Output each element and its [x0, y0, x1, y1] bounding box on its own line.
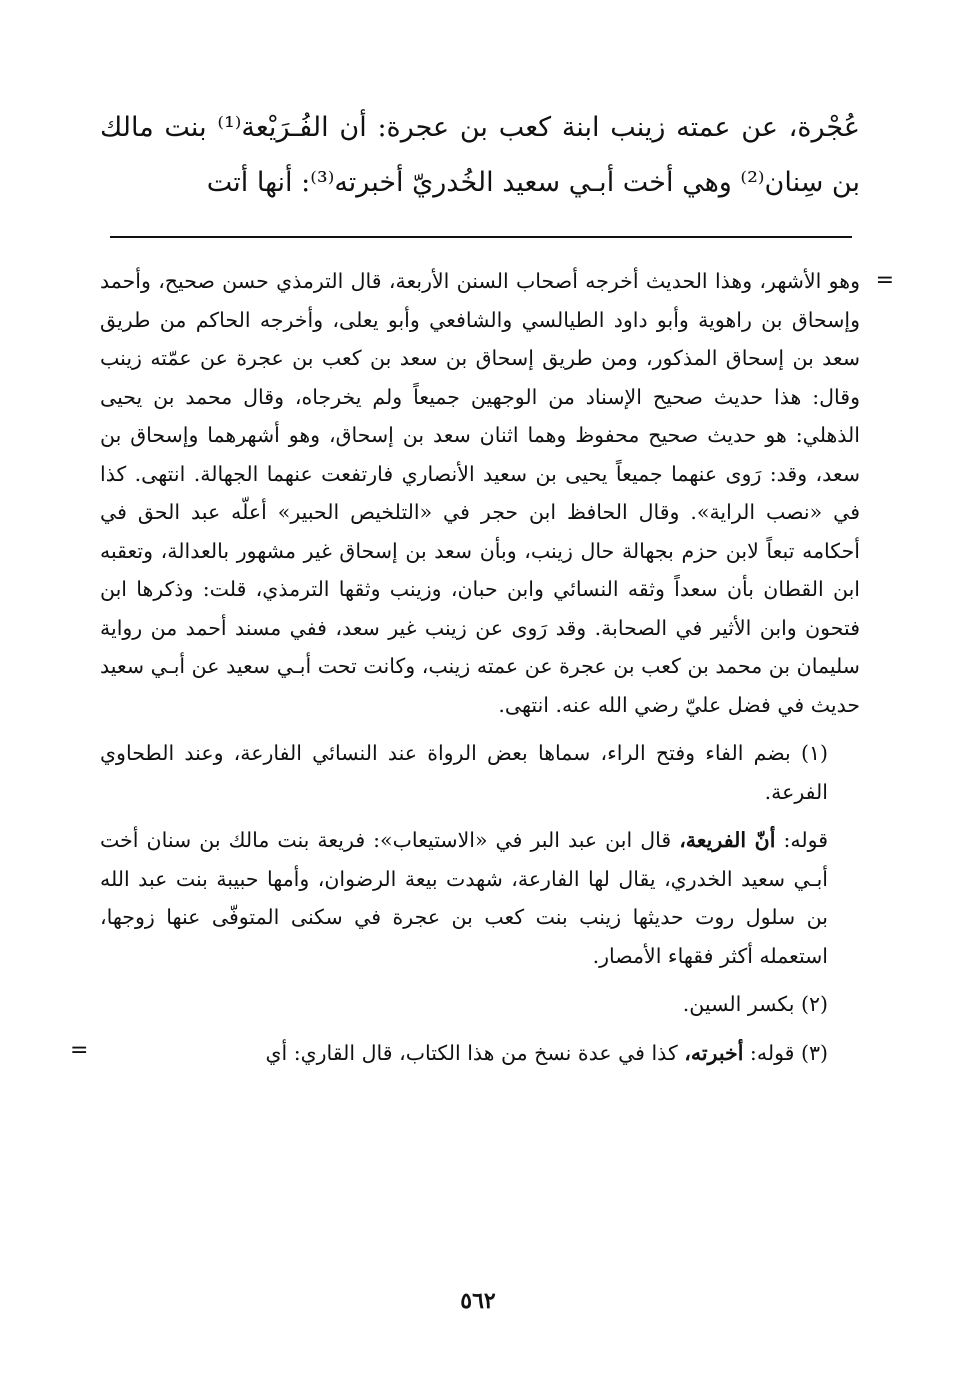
- continued-footnote-text: وهو الأشهر، وهذا الحديث أخرجه أصحاب السنن الأربعة، قال الترمذي حسن صحيح، وأحمد وإسحاق بن راهوية وأبو داود الطيالسي والشافعي وأبو يعلى، وأخرجه الحاكم من طريق سعد بن إسحاق المذكور، ومن طريق إسحاق بن سعد بن كعب بن عجرة عن عمّته زينب وقال: هذا حديث صحيح الإسناد من الوجهين جميعاً ولم يخرجاه، وقال محمد بن يحيى الذهلي: هو حديث صحيح محفوظ وهما اثنان سعد بن إسحاق، وهو أشهرهما وإسحاق بن سعد، وقد: رَوى عنهما جميعاً يحيى بن سعيد الأنصاري فارتفعت عنهما الجهالة. انتهى. كذا في «نصب الراية». وقال الحافظ ابن حجر في «التلخيص الحبير» أعلّه عبد الحق في أحكامه تبعاً لابن حزم بجهالة حال زينب، وبأن سعد بن إسحاق غير مشهور بالعدالة، وتعقبه ابن القطان بأن سعداً وثقه النسائي وابن حبان، وزينب وثقها الترمذي، قلت: وذكرها ابن فتحون وابن الأثير في الصحابة. وقد رَوى عن زينب غير سعد، ففي مسند أحمد من رواية سليمان بن محمد بن كعب بن عجرة عن عمته زينب، وكانت تحت أبـي سعيد عن أبـي سعيد حديث في فضل عليّ رضي الله عنه. انتهى.: [100, 269, 860, 717]
- commentary-paragraph: [100, 821, 860, 975]
- footnote-1: (١) بضم الفاء وفتح الراء، سماها بعض الرواة عند النسائي الفارعة، وعند الطحاوي الفرعة.: [100, 741, 828, 804]
- commentary-keyword: أنّ الفريعة،: [679, 828, 776, 852]
- footnote-3: [70, 1034, 860, 1073]
- footnote-3-keyword: أخبرته،: [684, 1040, 744, 1065]
- page-number: ٥٦٢: [460, 1288, 496, 1314]
- footnote-3-prefix: (٣) قوله:: [743, 1040, 828, 1065]
- footnote-2: (٢) بكسر السين.: [682, 992, 828, 1016]
- footnote-3-text: كذا في عدة نسخ من هذا الكتاب، قال القاري: أي: [265, 1040, 685, 1065]
- continuation-marker: =: [875, 268, 894, 293]
- footnote-separator: [110, 236, 852, 238]
- footnotes: [70, 262, 894, 1082]
- commentary-text: قال ابن عبد البر في «الاستيعاب»: فريعة بنت مالك بن سنان أخت أبـي سعيد الخدري، يقال لها الفارعة، شهدت بيعة الرضوان، وأمها حبيبة بنت عبد الله بن سلول روت حديثها زينب بنت كعب بن عجرة في سكنى المتوفّى عنها زوجها، استعمله أكثر فقهاء الأمصار.: [100, 828, 828, 968]
- continued-footnote: [100, 262, 894, 724]
- commentary-label: قوله:: [775, 828, 828, 852]
- continuation-marker-end: =: [70, 1037, 89, 1063]
- main-text: عُجْرة، عن عمته زينب ابنة كعب بن عجرة: أن الفُـرَيْعة⁽¹⁾ بنت مالك بن سِنان⁽²⁾ وهي أخت أبـي سعيد الخُدريّ أخبرته⁽³⁾: أنها أتت: [100, 112, 860, 198]
